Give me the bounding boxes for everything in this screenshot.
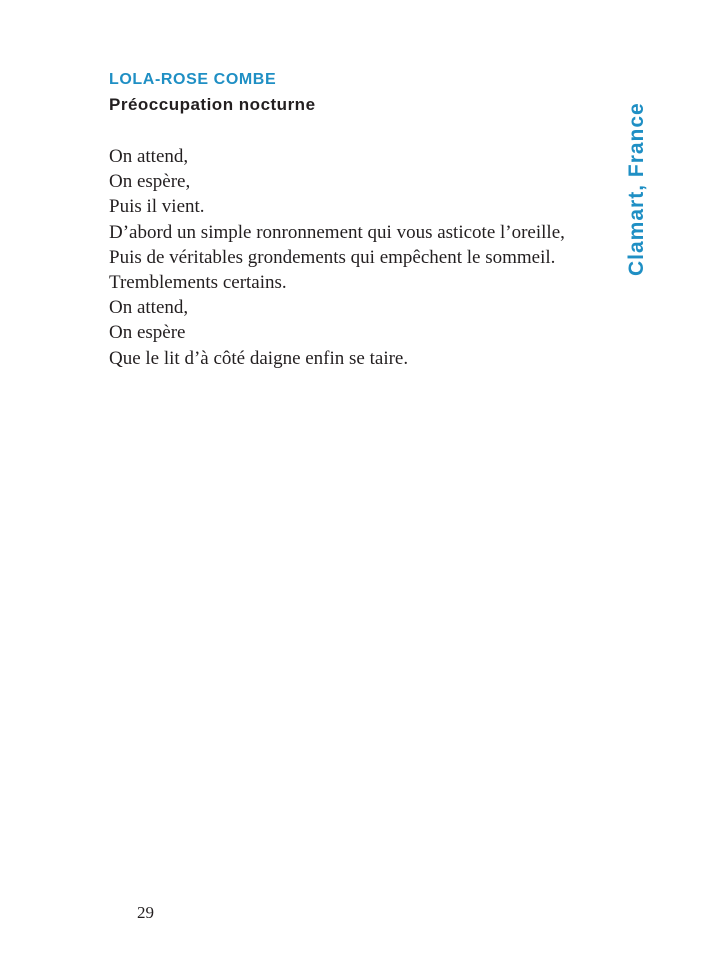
poem-line: Puis de véritables grondements qui empêchent le sommeil. — [109, 246, 556, 268]
poem-line: Que le lit d’à côté daigne enfin se taire. — [109, 347, 409, 369]
poem-line: On attend, — [109, 297, 189, 319]
author-name: LOLA-ROSE COMBE — [109, 71, 277, 88]
poem-line: On attend, — [109, 146, 189, 167]
poem-line: Puis il vient. — [109, 196, 205, 218]
poem-line: D’abord un simple ronronnement qui vous asticote l’oreille, — [109, 221, 565, 243]
poem-line: On espère — [109, 322, 186, 344]
location-label: Clamart, France — [625, 102, 648, 276]
poem-line: On espère, — [109, 171, 191, 193]
poem-body — [109, 144, 629, 371]
page-number: 29 — [137, 903, 154, 922]
poem-line: Tremblements certains. — [109, 272, 287, 294]
poem-title: Préoccupation nocturne — [109, 95, 316, 114]
